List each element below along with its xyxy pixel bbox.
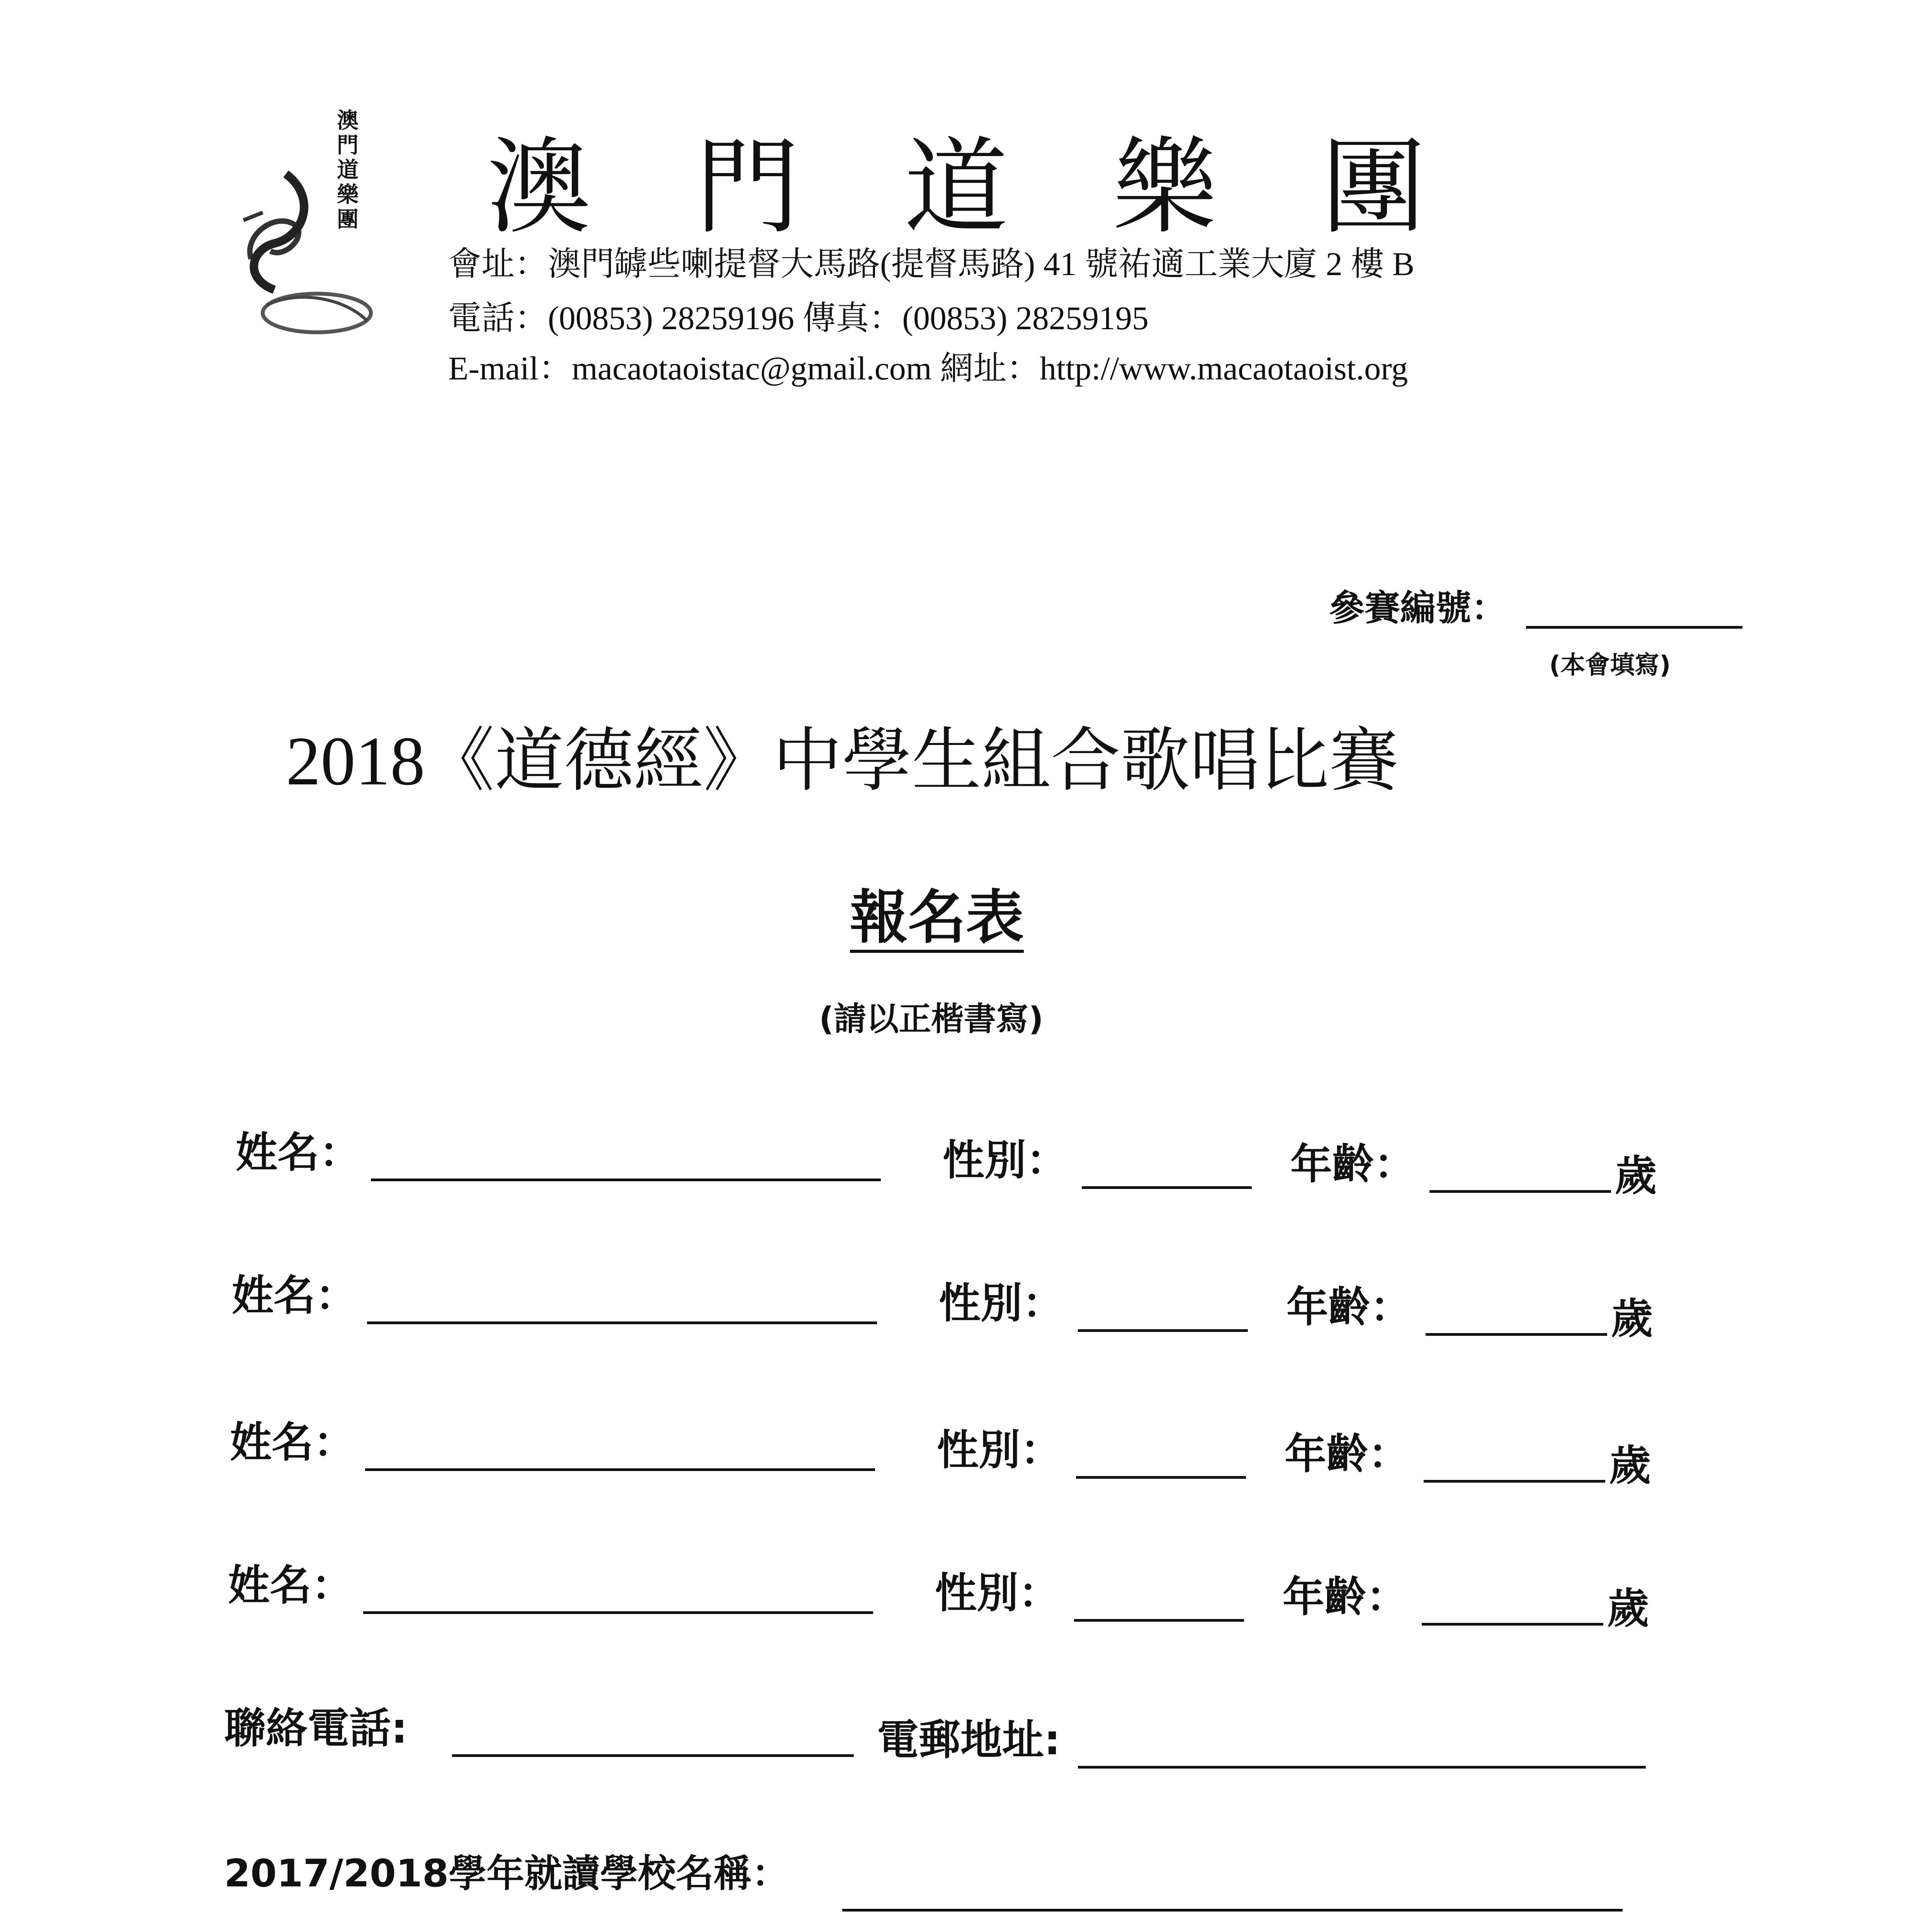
org-logo xyxy=(228,97,375,336)
name-label: 姓名： xyxy=(236,1129,361,1177)
age-label: 年齡： xyxy=(1286,1283,1412,1332)
age-unit: 歲 xyxy=(1615,1152,1657,1200)
contact-phone-field[interactable] xyxy=(452,1754,854,1757)
age-unit: 歲 xyxy=(1611,1295,1653,1343)
logo-vertical-text: 澳門道樂團 xyxy=(337,108,359,232)
age-field[interactable] xyxy=(1429,1190,1611,1193)
school-name-label: 2017/2018學年就讀學校名稱： xyxy=(224,1852,790,1896)
gender-field[interactable] xyxy=(1078,1329,1248,1332)
contact-phone-label: 聯絡電話: xyxy=(224,1704,408,1753)
email-label: 電郵地址: xyxy=(877,1716,1061,1764)
org-address: 會址：澳門罅些喇提督大馬路(提督馬路) 41 號祐適工業大廈 2 樓 B xyxy=(448,245,1415,282)
serial-number-field[interactable] xyxy=(1526,626,1742,629)
name-field[interactable] xyxy=(367,1321,877,1324)
gender-field[interactable] xyxy=(1076,1476,1246,1479)
gender-label: 性別： xyxy=(937,1426,1062,1475)
age-field[interactable] xyxy=(1426,1333,1607,1336)
age-unit: 歲 xyxy=(1607,1585,1649,1633)
name-label: 姓名： xyxy=(232,1272,357,1320)
gender-label: 性別： xyxy=(939,1279,1064,1328)
age-label: 年齡： xyxy=(1290,1140,1416,1189)
age-label: 年齡： xyxy=(1283,1573,1408,1621)
page-title: 2018《道德經》中學生組合歌唱比賽 xyxy=(286,723,1399,799)
name-label: 姓名： xyxy=(228,1561,353,1610)
age-unit: 歲 xyxy=(1609,1442,1651,1490)
org-name: 澳門道樂團 xyxy=(487,126,1530,248)
name-field[interactable] xyxy=(371,1179,881,1181)
serial-number-label: 參賽編號： xyxy=(1329,587,1507,629)
gender-label: 性別： xyxy=(943,1136,1068,1185)
form-title: 報名表 xyxy=(850,889,1024,953)
org-email-website: E-mail：macaotaoistac@gmail.com 網址：http://www.macaotaoist.org xyxy=(448,350,1408,387)
email-field[interactable] xyxy=(1078,1766,1646,1769)
age-label: 年齡： xyxy=(1285,1430,1410,1478)
form-instruction: (請以正楷書寫) xyxy=(819,1000,1043,1038)
school-name-field[interactable] xyxy=(842,1909,1623,1912)
name-label: 姓名： xyxy=(230,1418,355,1467)
age-field[interactable] xyxy=(1422,1623,1603,1626)
gender-field[interactable] xyxy=(1082,1186,1252,1189)
org-phone-fax: 電話：(00853) 28259196 傳真：(00853) 28259195 xyxy=(448,299,1149,337)
name-field[interactable] xyxy=(365,1468,875,1471)
gender-field[interactable] xyxy=(1074,1619,1244,1622)
gender-label: 性別： xyxy=(935,1569,1060,1617)
serial-number-note: (本會填寫) xyxy=(1549,651,1671,680)
age-field[interactable] xyxy=(1424,1480,1605,1483)
name-field[interactable] xyxy=(363,1611,873,1614)
